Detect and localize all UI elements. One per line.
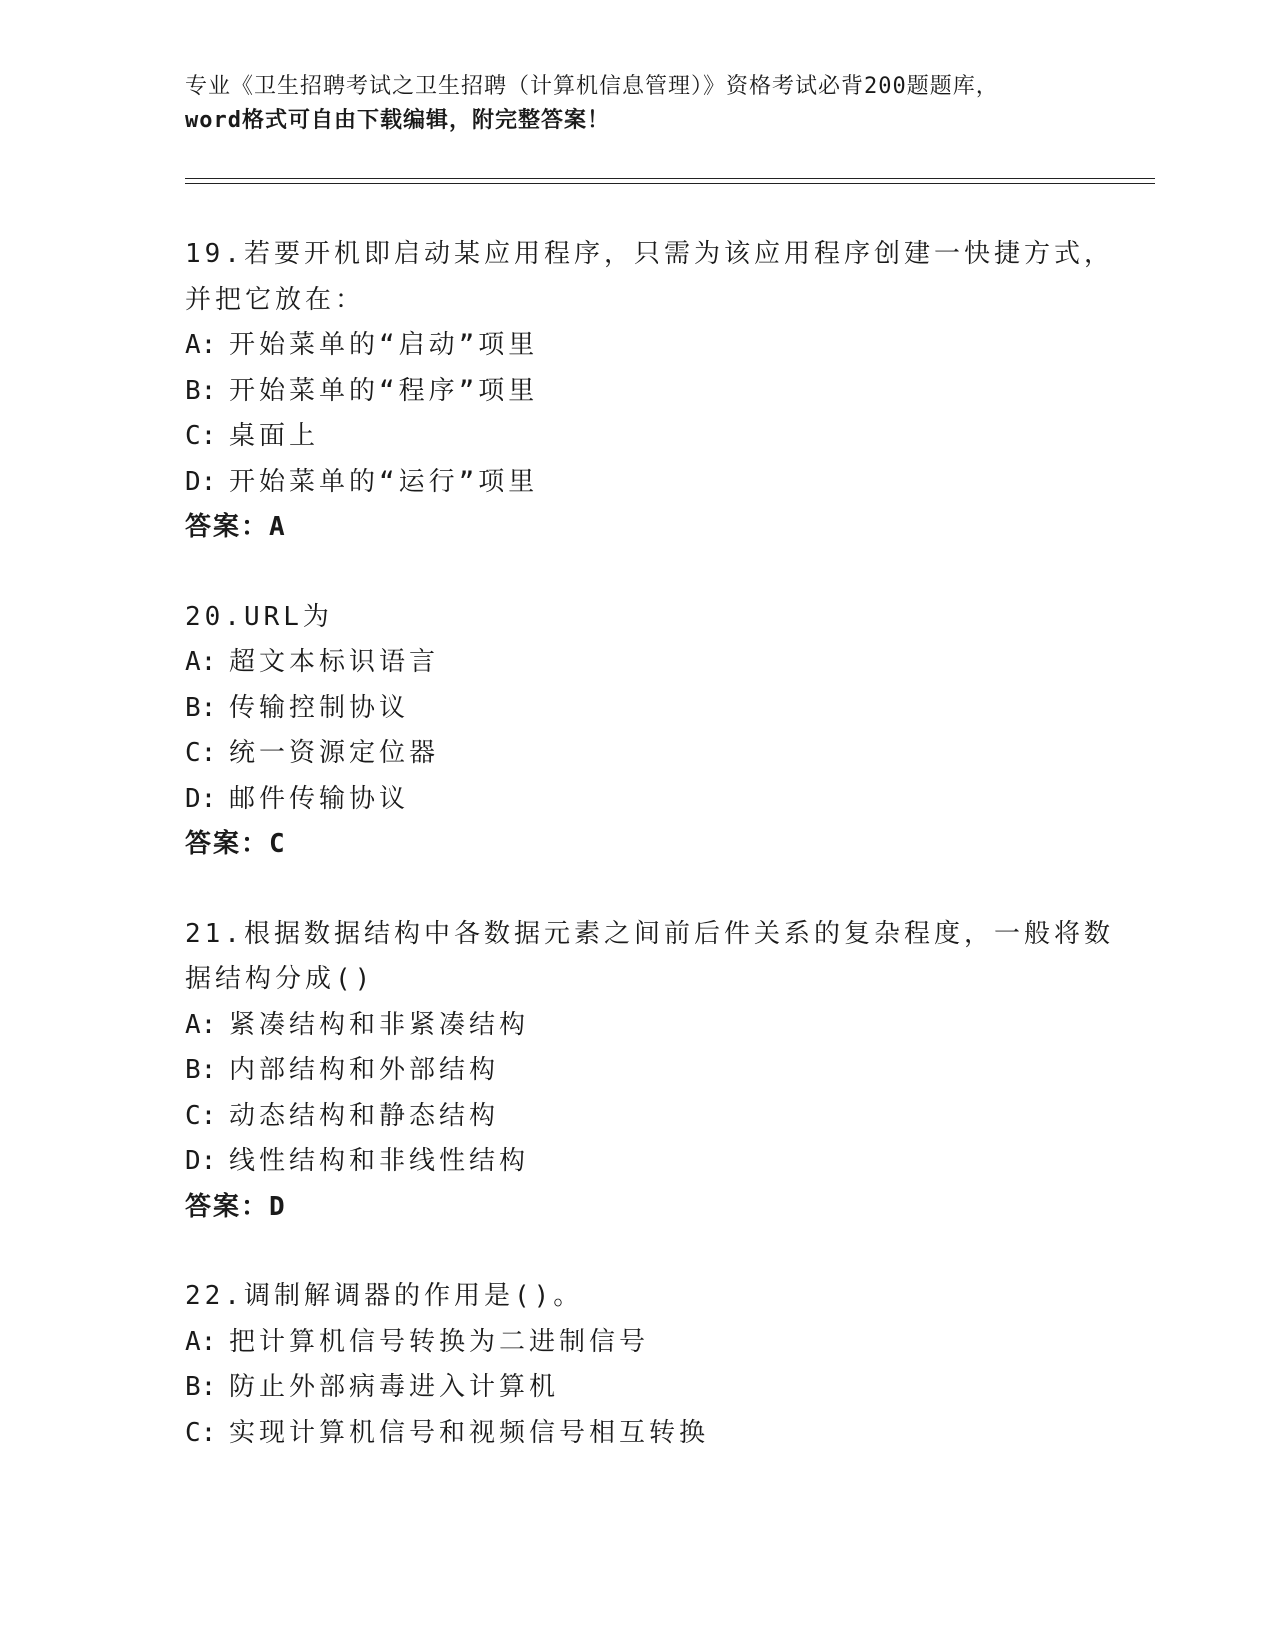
option-c: C: 实现计算机信号和视频信号相互转换	[185, 1417, 710, 1448]
question-stem: 并把它放在：	[185, 284, 366, 315]
option-b: B: 传输控制协议	[185, 692, 410, 723]
document-header	[185, 70, 1085, 138]
option-a: A: 把计算机信号转换为二进制信号	[185, 1326, 650, 1357]
option-d: D: 开始菜单的“运行”项里	[185, 466, 539, 497]
option-a: A: 超文本标识语言	[185, 647, 440, 677]
question-22	[185, 1274, 1085, 1456]
option-b: B: 防止外部病毒进入计算机	[185, 1372, 560, 1402]
answer: 答案：D	[185, 1191, 287, 1222]
option-c: C: 统一资源定位器	[185, 738, 440, 768]
option-a: A: 紧凑结构和非紧凑结构	[185, 1009, 530, 1040]
question-stem: 21.根据数据结构中各数据元素之间前后件关系的复杂程度，一般将数	[185, 918, 1114, 949]
option-d: D: 邮件传输协议	[185, 783, 410, 814]
header-line-1: 专业《卫生招聘考试之卫生招聘（计算机信息管理）》资格考试必背200题题库，	[185, 74, 999, 99]
question-21	[185, 912, 1114, 1231]
question-stem: 19.若要开机即启动某应用程序，只需为该应用程序创建一快捷方式，	[185, 239, 1114, 269]
question-19	[185, 232, 1114, 551]
option-c: C: 桌面上	[185, 421, 320, 451]
option-c: C: 动态结构和静态结构	[185, 1100, 500, 1131]
question-stem: 据结构分成()	[185, 964, 375, 994]
header-rule-top	[185, 178, 1155, 179]
option-a: A: 开始菜单的“启动”项里	[185, 330, 539, 360]
answer: 答案：C	[185, 829, 287, 859]
question-20	[185, 595, 1085, 868]
header-rule-bottom	[185, 183, 1155, 184]
question-list	[185, 232, 1114, 1500]
question-stem: 20.URL为	[185, 601, 333, 632]
option-d: D: 线性结构和非线性结构	[185, 1146, 530, 1176]
option-b: B: 内部结构和外部结构	[185, 1055, 500, 1085]
question-stem: 22.调制解调器的作用是()。	[185, 1281, 584, 1311]
option-b: B: 开始菜单的“程序”项里	[185, 375, 539, 406]
answer: 答案：A	[185, 512, 287, 542]
header-line-2: word格式可自由下载编辑，附完整答案！	[185, 108, 610, 133]
